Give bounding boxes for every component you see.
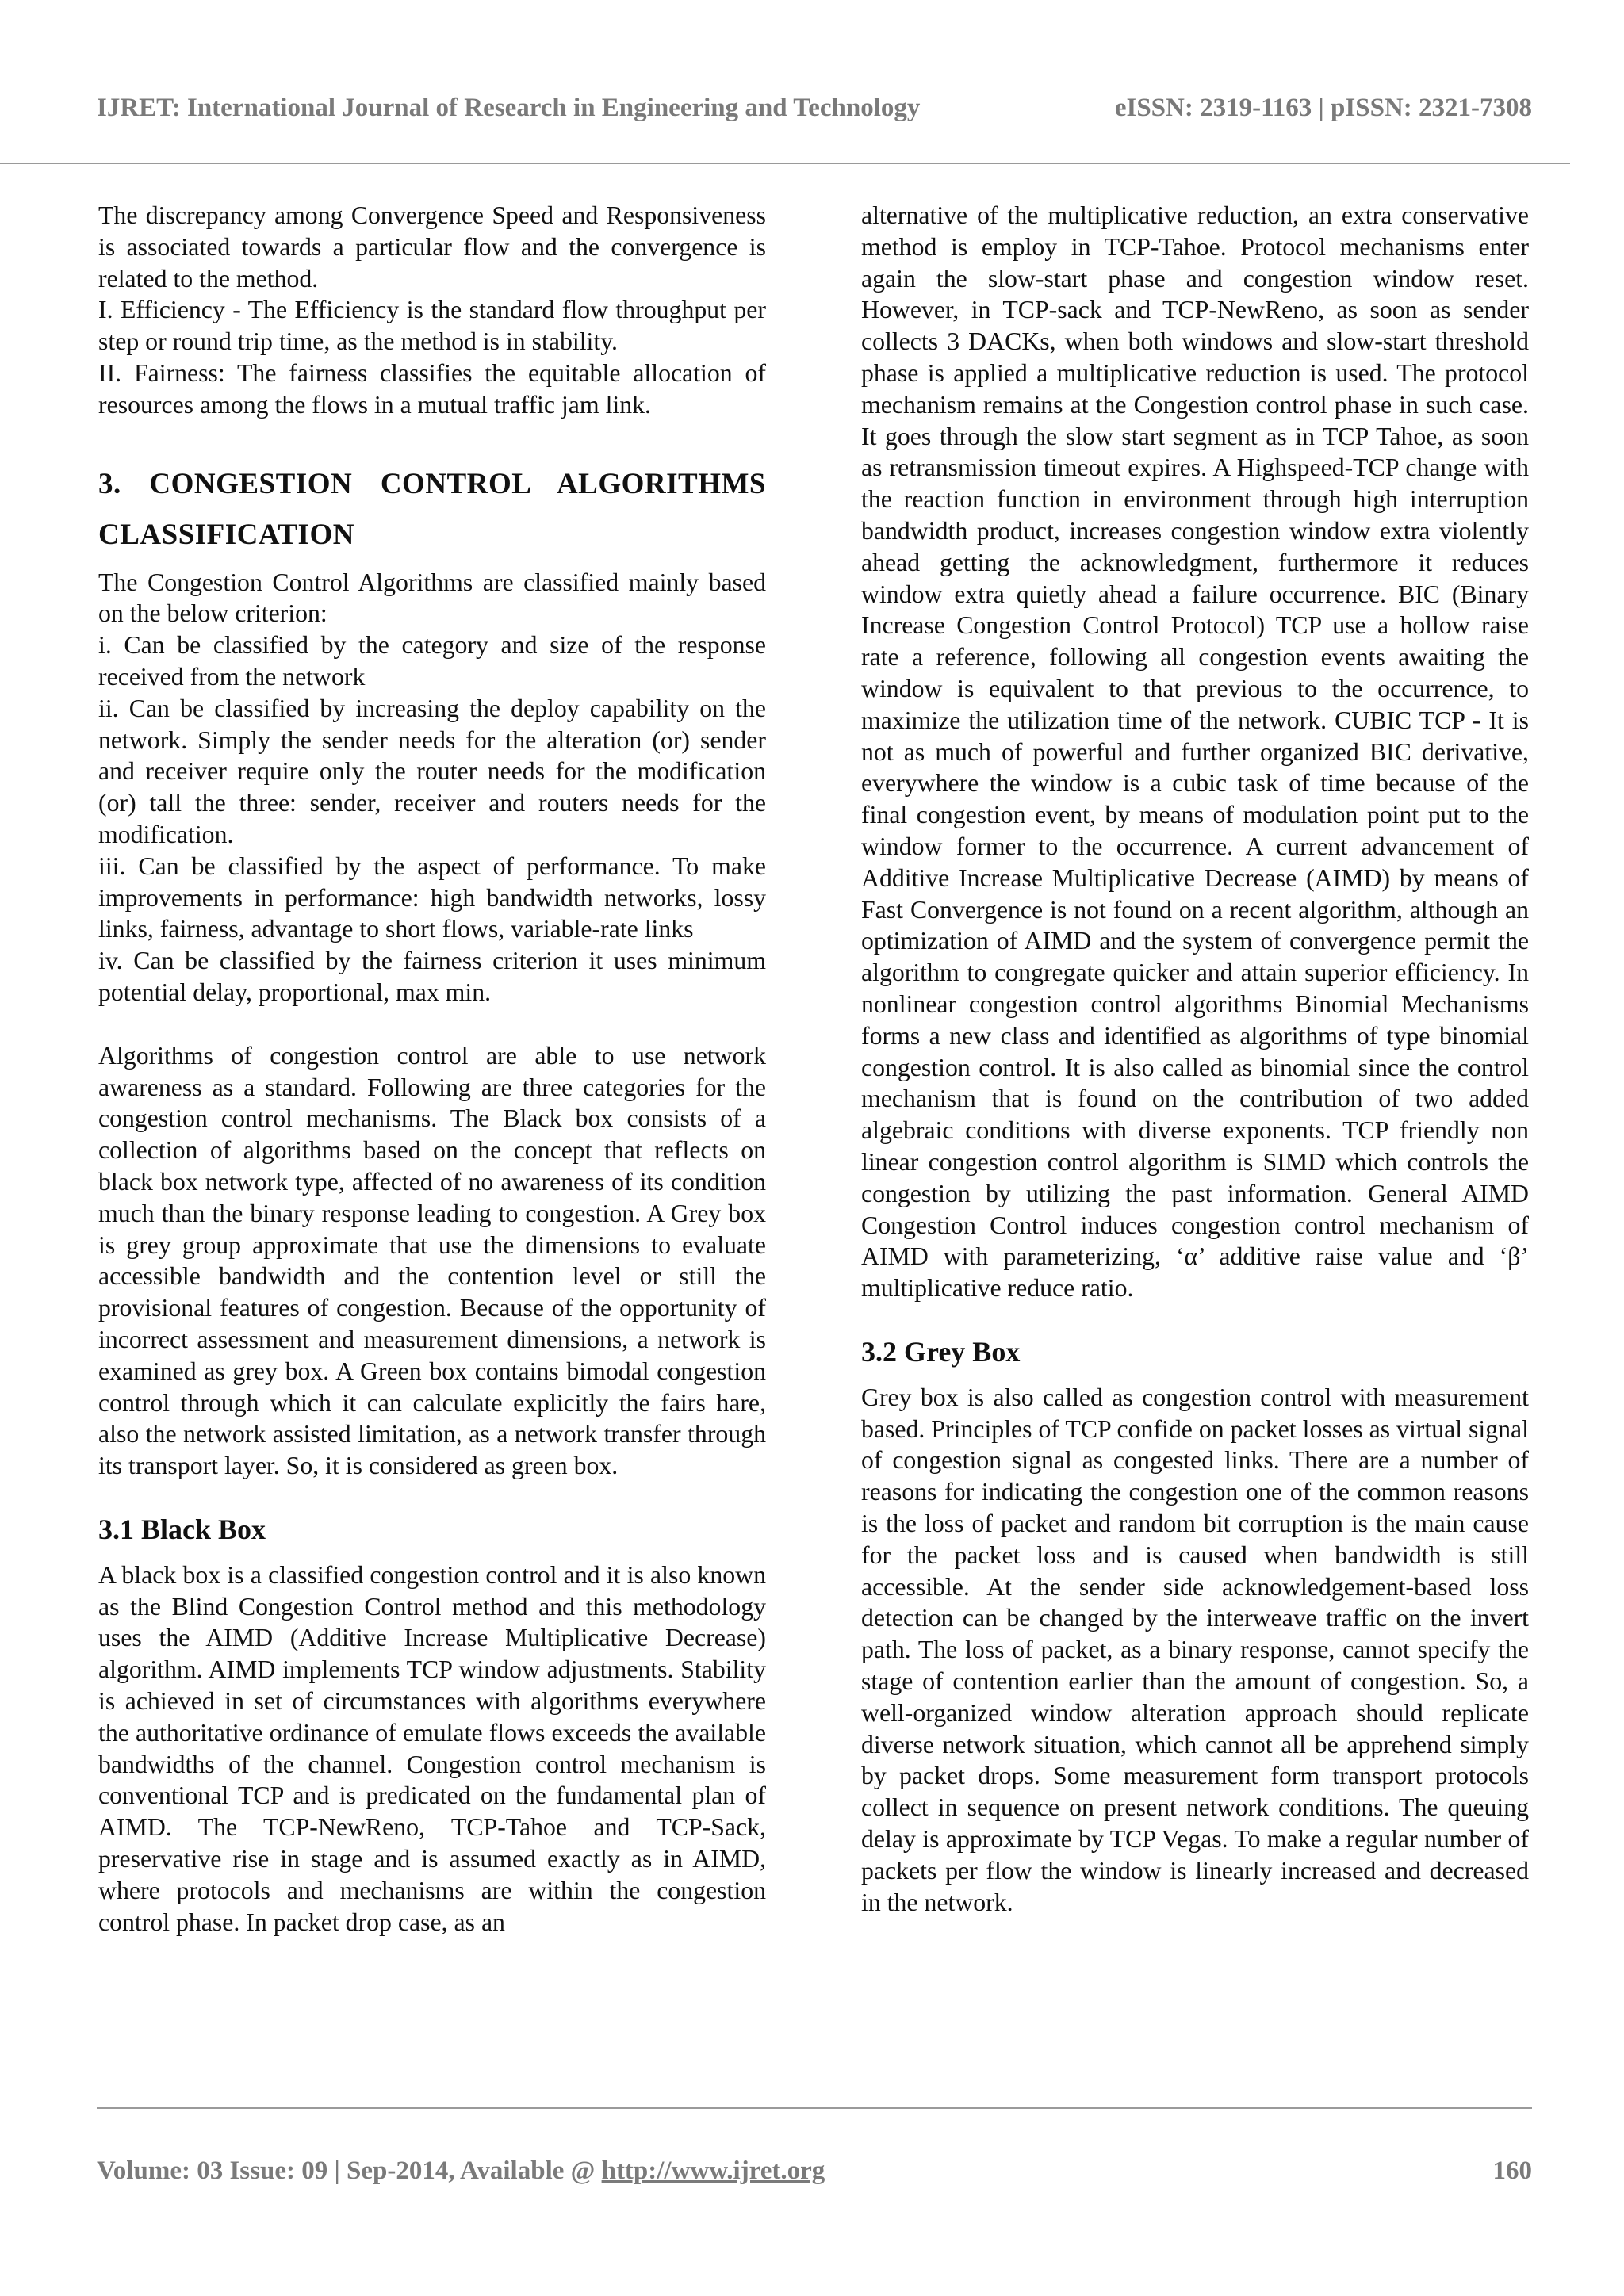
list-item: i. Can be classified by the category and size of the response received from the network [98, 631, 766, 691]
paragraph: Grey box is also called as congestion control with measurement based. Principles of TCP confide on packet losses as virtual signal of congestion signal as congested links. There are a number of reasons for indicating the congestion one of the common reasons is the loss of packet and random bit corruption is the main cause for the packet loss and is caused when bandwidth is still accessible. At the sender side acknowledgement-based loss detection can be changed by the interweave traffic on the invert path. The loss of packet, as a binary response, cannot specify the stage of contention earlier than the amount of congestion. So, a well-organized window alteration approach should replicate diverse network situation, which cannot all be apprehend simply by packet drops. Some measurement form transport protocols collect in sequence on present network conditions. The queuing delay is approximate by TCP Vegas. To make a regular number of packets per flow the window is linearly increased and decreased in the network. [861, 1383, 1529, 1916]
footer-divider [97, 2107, 1532, 2109]
page-footer [97, 2156, 1532, 2186]
section-heading-continued: CLASSIFICATION [98, 518, 354, 551]
journal-title: IJRET: International Journal of Research in Engineering and Technology [97, 94, 921, 122]
paragraph: I. Efficiency - The Efficiency is the standard flow throughput per step or round trip time, as the method is in stability. [98, 296, 766, 356]
page-header [97, 94, 1532, 123]
paragraph: A black box is a classified congestion control and it is also known as the Blind Congestion Control method and this methodology uses the AIMD (Additive Increase Multiplicative Decrease) algorithm. AIMD implements TCP window adjustments. Stability is achieved in set of circumstances with algorithms everywhere the authoritative ordinance of emulate flows exceeds the available bandwidths of the channel. Congestion control mechanism is conventional TCP and is predicated on the fundamental plan of AIMD. The TCP-NewReno, TCP-Tahoe and TCP-Sack, preservative rise in stage and is assumed exactly as in AIMD, where protocols and mechanisms are within the congestion control phase. In packet drop case, as an [98, 1560, 766, 1936]
page-number: 160 [1492, 2156, 1532, 2185]
paragraph: The discrepancy among Convergence Speed and Responsiveness is associated towards a particular flow and the convergence is related to the method. [98, 201, 766, 293]
paragraph: alternative of the multiplicative reduction, an extra conservative method is employ in TCP-Tahoe. Protocol mechanisms enter again the slow-start phase and congestion window reset. However, in TCP-sack and TCP-NewReno, as soon as sender collects 3 DACKs, when both windows and slow-start threshold phase is applied a multiplicative reduction is used. The protocol mechanism remains at the Congestion control phase in such case. It goes through the slow start segment as in TCP Tahoe, as soon as retransmission timeout expires. A Highspeed-TCP change with the reaction function in environment through high interruption bandwidth product, increases congestion window extra violently ahead getting the acknowledgment, furthermore it reduces window extra quietly ahead a failure occurrence. BIC (Binary Increase Congestion Control Protocol) TCP use a hollow raise rate a reference, following all congestion events awaiting the window is equivalent to that previous to the occurrence, to maximize the utilization time of the network. CUBIC TCP - It is not as much of powerful and further organized BIC derivative, everywhere the window is a cubic task of time because of the final congestion event, by means of modulation point put to the window former to the occurrence. A current advancement of Additive Increase Multiplicative Decrease (AIMD) by means of Fast Convergence is not found on a recent algorithm, although an optimization of AIMD and the system of convergence permit the algorithm to congregate quicker and attain superior efficiency. In nonlinear congestion control algorithms Binomial Mechanisms forms a new class and identified as algorithms of type binomial congestion control. It is also called as binomial since the control mechanism that is found on the contribution of two added algebraic conditions with diverse exponents. TCP friendly non linear congestion control algorithm is SIMD which controls the congestion by utilizing the past information. General AIMD Congestion Control induces congestion control mechanism of AIMD with parameterizing, ‘α’ additive raise value and ‘β’ multiplicative reduce ratio. [861, 201, 1529, 1303]
list-item: iv. Can be classified by the fairness criterion it uses minimum potential delay, proportional, max min. [98, 947, 766, 1006]
journal-link[interactable]: http://www.ijret.org [601, 2156, 825, 2185]
paragraph: Algorithms of congestion control are able to use network awareness as a standard. Following are three categories for the congestion control mechanisms. The Black box consists of a collection of algorithms based on the concept that reflects on black box network type, affected of no awareness of its condition much than the binary response leading to congestion. A Grey box is grey group approximate that use the dimensions to evaluate accessible bandwidth and the contention level or still the provisional features of congestion. Because of the opportunity of incorrect assessment and measurement dimensions, a network is examined as grey box. A Green box contains bimodal congestion control through which it can calculate explicitly the fairs hare, also the network assisted limitation, as a network transfer through its transport layer. So, it is considered as green box. [98, 1041, 766, 1480]
subsection-heading: 3.1 Black Box [98, 1513, 266, 1545]
paragraph: The Congestion Control Algorithms are classified mainly based on the below criterion: [98, 568, 766, 628]
volume-info: Volume: 03 Issue: 09 | Sep-2014, Available @ [97, 2156, 602, 2185]
footer-info [97, 2156, 825, 2186]
right-column [861, 200, 1529, 1918]
paragraph: II. Fairness: The fairness classifies the equitable allocation of resources among the flows in a mutual traffic jam link. [98, 358, 766, 419]
left-column [98, 200, 766, 1938]
list-item: ii. Can be classified by increasing the deploy capability on the network. Simply the sender needs for the alteration (or) sender and receiver require only the router needs for the modification (or) tall the three: sender, receiver and routers needs for the modification. [98, 694, 766, 848]
header-divider [0, 163, 1570, 164]
section-heading: 3. CONGESTION CONTROL ALGORITHMS [98, 467, 766, 500]
issn-info: eISSN: 2319-1163 | pISSN: 2321-7308 [1114, 94, 1532, 122]
subsection-heading: 3.2 Grey Box [861, 1335, 1021, 1368]
list-item: iii. Can be classified by the aspect of performance. To make improvements in performance: high bandwidth networks, lossy links, fairness, advantage to short flows, variable-rate links [98, 851, 766, 943]
